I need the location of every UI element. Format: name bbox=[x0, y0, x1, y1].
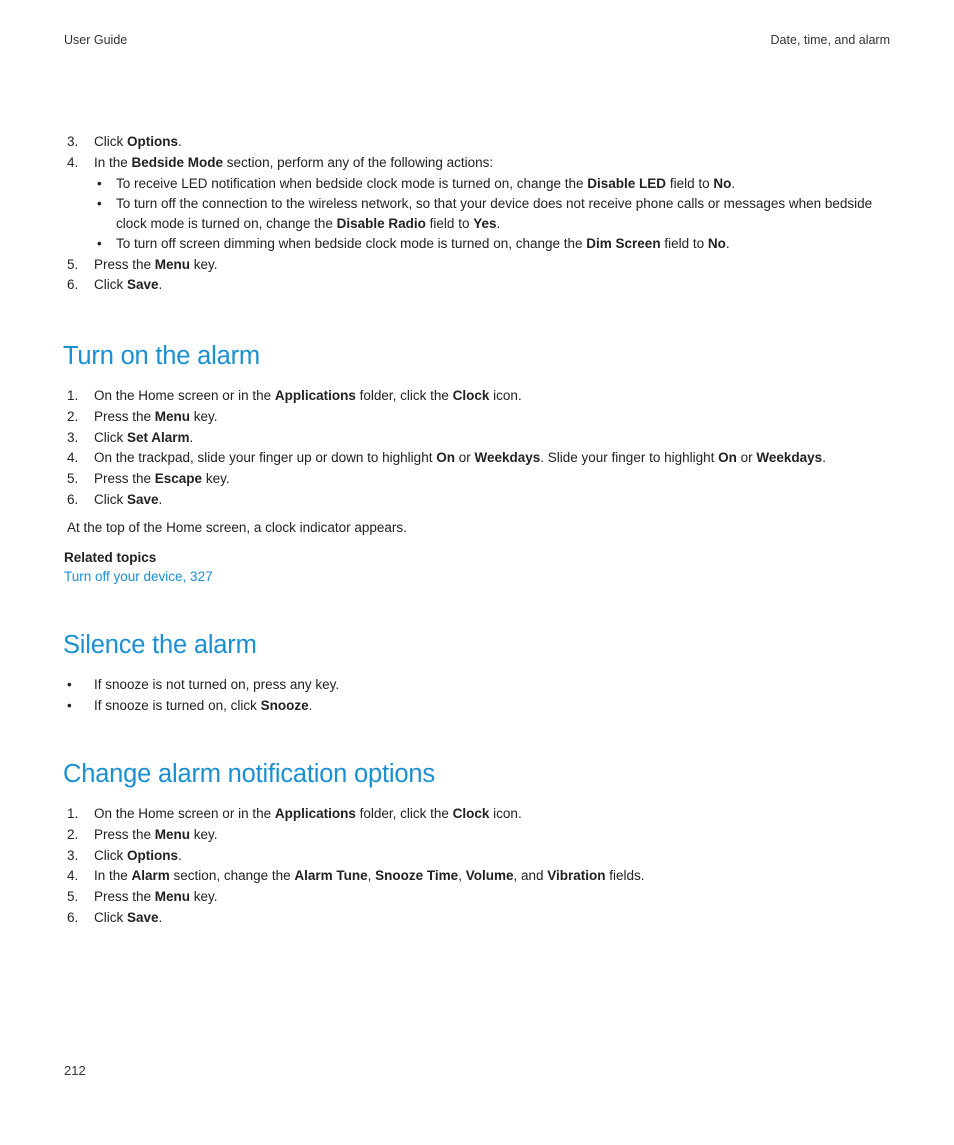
bold-term: On bbox=[718, 450, 737, 466]
text-run: Click bbox=[94, 277, 127, 293]
text-run: folder, click the bbox=[355, 388, 453, 403]
bold-term: No bbox=[713, 175, 732, 191]
bullet: • bbox=[97, 175, 102, 191]
step-text bbox=[94, 430, 193, 445]
header-chapter-title: Date, time, and alarm bbox=[770, 33, 890, 47]
step-number: 1. bbox=[67, 806, 79, 821]
bold-term: Options bbox=[127, 134, 178, 149]
text-run: . bbox=[178, 134, 182, 149]
text-run: . Slide your finger to highlight bbox=[540, 450, 719, 466]
step-number: 3. bbox=[67, 847, 79, 863]
list-item bbox=[64, 846, 894, 867]
text-run: To turn off screen dimming when bedside clock mode is turned on, change the bbox=[116, 236, 587, 252]
bullet: • bbox=[67, 697, 72, 713]
step-text bbox=[94, 155, 493, 170]
text-run: Click bbox=[94, 429, 127, 445]
bold-term: Applications bbox=[274, 806, 356, 821]
sub-bullet-list bbox=[94, 174, 894, 254]
bold-term: Save bbox=[127, 277, 159, 293]
list-item bbox=[64, 887, 894, 908]
step-text bbox=[94, 409, 218, 424]
step-text bbox=[94, 910, 162, 925]
bold-term: Vibration bbox=[547, 868, 606, 884]
bold-term: Snooze Time bbox=[375, 868, 459, 884]
bold-term: Save bbox=[127, 909, 159, 925]
text-run: key. bbox=[202, 471, 230, 487]
list-item bbox=[64, 428, 894, 449]
list-item bbox=[64, 255, 894, 276]
text-run: key. bbox=[190, 826, 218, 842]
step-number: 4. bbox=[67, 868, 79, 884]
bold-term: Menu bbox=[154, 826, 191, 842]
step-text bbox=[94, 848, 182, 863]
text-run: On the trackpad, slide your finger up or down to highlight bbox=[94, 450, 437, 466]
bold-term: Bedside Mode bbox=[131, 154, 224, 170]
bold-term: Options bbox=[127, 847, 178, 863]
bold-term: Applications bbox=[274, 388, 356, 403]
step-text bbox=[94, 450, 826, 465]
step-number: 3. bbox=[67, 134, 79, 149]
sub-item-text bbox=[116, 176, 735, 191]
text-run: key. bbox=[190, 408, 218, 424]
text-run: . bbox=[158, 491, 163, 507]
step-number: 4. bbox=[67, 154, 79, 170]
heading-change-alarm-options: Change alarm notification options bbox=[63, 760, 435, 788]
step-text bbox=[94, 277, 162, 292]
bold-term: Clock bbox=[452, 806, 490, 821]
step-number: 3. bbox=[67, 429, 79, 445]
bold-term: No bbox=[707, 236, 726, 252]
step-text bbox=[94, 257, 218, 272]
bold-term: Snooze bbox=[260, 697, 309, 713]
text-run: or bbox=[454, 450, 475, 466]
text-run: , bbox=[367, 868, 376, 884]
change-alarm-steps bbox=[64, 804, 894, 929]
text-run: In the bbox=[94, 868, 132, 884]
list-item bbox=[64, 696, 894, 717]
list-item bbox=[64, 490, 894, 511]
step-text bbox=[94, 471, 230, 486]
list-item bbox=[64, 448, 894, 469]
step-text bbox=[94, 827, 218, 842]
text-run: field to bbox=[660, 236, 708, 252]
text-run: To receive LED notification when bedside clock mode is turned on, change the bbox=[116, 175, 588, 191]
heading-turn-on-alarm: Turn on the alarm bbox=[63, 342, 260, 370]
text-run: fields. bbox=[605, 868, 645, 884]
bold-term: Menu bbox=[154, 889, 191, 905]
step-number: 2. bbox=[67, 826, 79, 842]
text-run: section, perform any of the following actions: bbox=[223, 154, 494, 170]
text-run: Click bbox=[94, 909, 127, 925]
text-run: Press the bbox=[94, 826, 155, 842]
heading-silence-alarm: Silence the alarm bbox=[63, 631, 257, 659]
silence-alarm-list bbox=[64, 675, 894, 717]
text-run: icon. bbox=[489, 388, 522, 403]
bold-term: Disable Radio bbox=[336, 215, 426, 231]
text-run: Press the bbox=[94, 889, 155, 905]
list-item bbox=[64, 386, 894, 407]
bold-term: Weekdays bbox=[474, 450, 541, 466]
turn-on-alarm-steps bbox=[64, 386, 894, 511]
step-number: 2. bbox=[67, 408, 79, 424]
sub-list-item bbox=[94, 234, 894, 254]
text-run: or bbox=[736, 450, 757, 466]
text-run: Press the bbox=[94, 471, 155, 487]
step-text bbox=[94, 134, 182, 149]
sub-item-text bbox=[116, 196, 872, 231]
text-run: . bbox=[731, 175, 736, 191]
text-run: , and bbox=[513, 868, 548, 884]
list-item bbox=[64, 469, 894, 490]
text-run: . bbox=[308, 697, 313, 713]
list-item bbox=[64, 132, 894, 153]
step-text bbox=[94, 698, 312, 713]
step-text bbox=[94, 806, 522, 821]
related-topics-heading: Related topics bbox=[64, 550, 157, 565]
list-item bbox=[64, 153, 894, 254]
list-item bbox=[64, 675, 894, 696]
sub-list-item bbox=[94, 194, 894, 233]
text-run: key. bbox=[190, 889, 218, 905]
list-item bbox=[64, 866, 894, 887]
text-run: If snooze is not turned on, press any key. bbox=[94, 677, 340, 692]
step-text bbox=[94, 677, 339, 692]
bold-term: On bbox=[436, 450, 455, 466]
text-run: . bbox=[158, 909, 163, 925]
bullet: • bbox=[97, 236, 102, 252]
text-run: Click bbox=[94, 847, 127, 863]
header-guide-title: User Guide bbox=[64, 33, 128, 47]
related-topic-link[interactable]: Turn off your device, 327 bbox=[64, 569, 213, 584]
text-run: key. bbox=[190, 256, 218, 272]
bedside-steps-list bbox=[64, 132, 894, 296]
bold-term: Menu bbox=[154, 408, 191, 424]
bold-term: Yes bbox=[473, 215, 497, 231]
step-text bbox=[94, 492, 162, 507]
bold-term: Save bbox=[127, 491, 159, 507]
text-run: In the bbox=[94, 154, 132, 170]
list-item bbox=[64, 825, 894, 846]
text-run: , bbox=[458, 868, 466, 884]
bold-term: Escape bbox=[154, 471, 203, 487]
step-number: 4. bbox=[67, 450, 79, 466]
text-run: . bbox=[189, 429, 194, 445]
bold-term: Dim Screen bbox=[586, 236, 661, 252]
sub-item-text bbox=[116, 236, 730, 251]
text-run: On the Home screen or in the bbox=[94, 388, 275, 403]
sub-list-item bbox=[94, 174, 894, 194]
text-run: . bbox=[158, 277, 163, 293]
bullet: • bbox=[67, 677, 72, 692]
text-run: . bbox=[725, 236, 730, 252]
text-run: Click bbox=[94, 491, 127, 507]
list-item bbox=[64, 804, 894, 825]
step-text bbox=[94, 868, 645, 883]
text-run: Click bbox=[94, 134, 127, 149]
text-run: . bbox=[822, 450, 826, 466]
text-run: On the Home screen or in the bbox=[94, 806, 275, 821]
list-item bbox=[64, 908, 894, 929]
step-number: 5. bbox=[67, 889, 79, 905]
list-item bbox=[64, 407, 894, 428]
bullet: • bbox=[97, 196, 102, 212]
text-run: Press the bbox=[94, 256, 155, 272]
text-run: . bbox=[178, 847, 182, 863]
text-run: . bbox=[496, 215, 501, 231]
text-run: section, change the bbox=[169, 868, 295, 884]
bold-term: Weekdays bbox=[756, 450, 823, 466]
text-run: If snooze is turned on, click bbox=[94, 697, 261, 713]
step-number: 5. bbox=[67, 471, 79, 487]
step-number: 1. bbox=[67, 388, 79, 403]
page-number: 212 bbox=[64, 1063, 86, 1078]
text-run: To turn off the connection to the wireless network, so that your device does not receive phone calls or messages when bedside clock mode is turned on, change the bbox=[116, 196, 873, 231]
step-text bbox=[94, 889, 218, 904]
step-number: 6. bbox=[67, 277, 79, 293]
step-text bbox=[94, 388, 522, 403]
bold-term: Clock bbox=[452, 388, 490, 403]
bold-term: Alarm Tune bbox=[294, 868, 368, 884]
bold-term: Set Alarm bbox=[127, 429, 190, 445]
text-run: field to bbox=[425, 215, 474, 231]
text-run: field to bbox=[666, 175, 714, 191]
step-number: 6. bbox=[67, 909, 79, 925]
bold-term: Volume bbox=[465, 868, 514, 884]
list-item bbox=[64, 275, 894, 296]
bold-term: Menu bbox=[154, 256, 191, 272]
text-run: icon. bbox=[489, 806, 522, 821]
step-number: 5. bbox=[67, 256, 79, 272]
bold-term: Disable LED bbox=[587, 175, 667, 191]
step-number: 6. bbox=[67, 491, 79, 507]
alarm-note: At the top of the Home screen, a clock indicator appears. bbox=[67, 520, 407, 535]
bold-term: Alarm bbox=[131, 868, 170, 884]
text-run: folder, click the bbox=[355, 806, 453, 821]
text-run: Press the bbox=[94, 408, 155, 424]
